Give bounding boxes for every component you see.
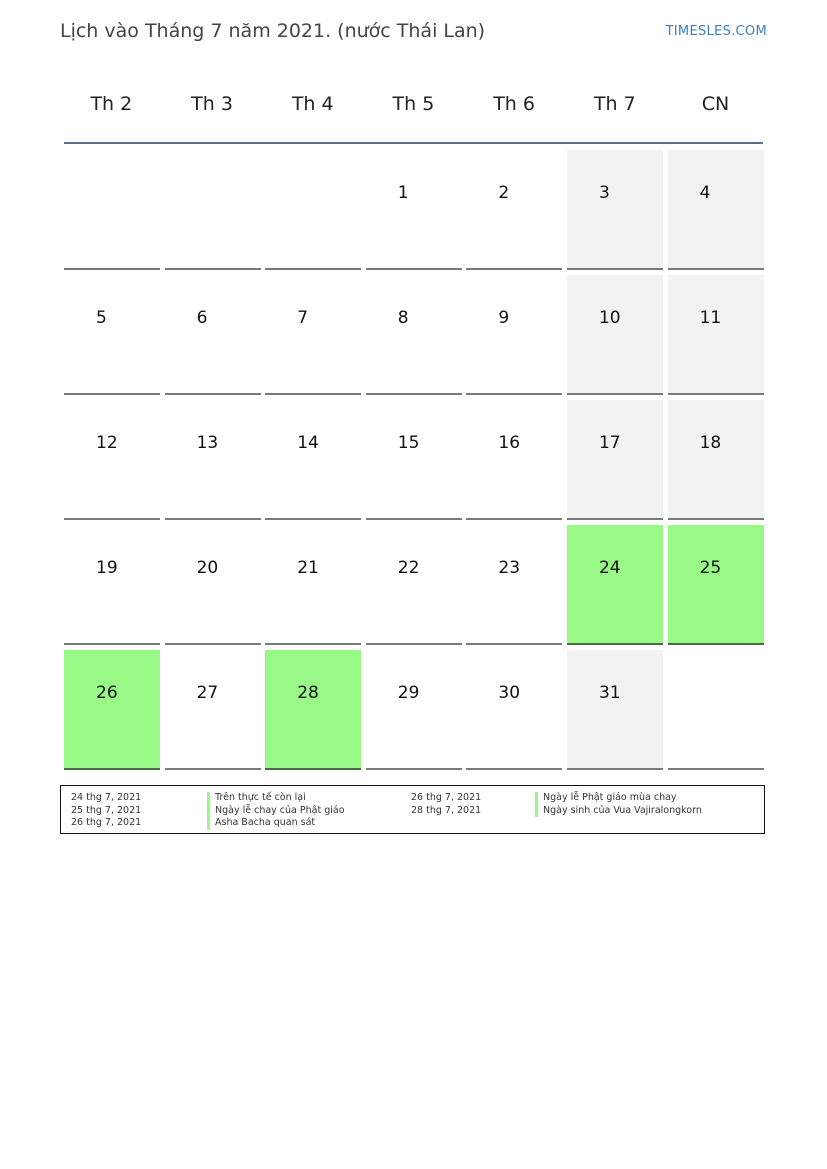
holiday-legend	[60, 785, 765, 834]
day-number: 2	[498, 183, 510, 203]
weekday-label: Th 5	[392, 93, 435, 115]
day-cell-19	[64, 525, 160, 645]
weekday-label: Th 4	[291, 93, 334, 115]
weekday-label: Th 6	[493, 93, 535, 115]
day-cell-29	[366, 650, 462, 770]
day-cell-26	[64, 650, 160, 770]
day-cell-9	[466, 275, 562, 395]
day-cell-8	[366, 275, 462, 395]
day-cell-6	[165, 275, 261, 395]
day-cell-3	[567, 150, 663, 270]
day-number: 1	[397, 183, 409, 203]
day-number: 3	[598, 183, 610, 203]
day-number: 6	[196, 308, 208, 328]
day-cell-22	[366, 525, 462, 645]
day-number: 4	[699, 183, 711, 203]
weekday-label: Th 7	[593, 93, 636, 115]
day-cell-28	[265, 650, 361, 770]
legend-holiday-name: Trên thực tế còn lại	[207, 792, 345, 805]
legend-holiday-name: Asha Bacha quan sát	[207, 817, 345, 830]
empty-day-cell	[668, 650, 764, 770]
day-number: 16	[498, 433, 521, 453]
day-number: 29	[397, 683, 420, 703]
legend-holiday-name: Ngày sinh của Vua Vajiralongkorn	[535, 805, 702, 818]
weekday-label: Th 2	[90, 93, 133, 115]
brand-link[interactable]: TIMESLES.COM	[665, 24, 767, 39]
day-number: 21	[297, 558, 319, 578]
day-cell-11	[668, 275, 764, 395]
legend-date: 24 thg 7, 2021	[71, 792, 142, 803]
day-cell-5	[64, 275, 160, 395]
day-number: 7	[297, 308, 309, 328]
day-cell-13	[165, 400, 261, 520]
day-number: 28	[297, 683, 319, 703]
legend-holiday-name: Ngày lễ chay của Phật giáo	[207, 805, 345, 818]
legend-names-right	[535, 792, 702, 817]
calendar-grid	[64, 150, 764, 770]
weekday-label: CN	[701, 93, 730, 115]
day-cell-1	[366, 150, 462, 270]
day-cell-23	[466, 525, 562, 645]
weekday-header	[61, 88, 766, 120]
day-number: 26	[96, 683, 118, 703]
day-number: 5	[96, 308, 107, 328]
day-cell-7	[265, 275, 361, 395]
legend-dates-right	[411, 792, 481, 817]
day-cell-30	[466, 650, 562, 770]
day-number: 17	[598, 433, 621, 453]
day-number: 20	[196, 558, 219, 578]
header-divider	[64, 142, 763, 144]
legend-holiday-name: Ngày lễ Phật giáo mùa chay	[535, 792, 702, 805]
day-number: 22	[397, 558, 420, 578]
day-number: 23	[498, 558, 521, 578]
day-cell-18	[668, 400, 764, 520]
day-cell-4	[668, 150, 764, 270]
day-number: 15	[397, 433, 420, 453]
day-number: 14	[297, 433, 319, 453]
day-cell-25	[668, 525, 764, 645]
weekday-label: Th 3	[191, 93, 233, 115]
day-number: 25	[699, 558, 722, 578]
legend-dates-left	[71, 792, 141, 830]
day-cell-14	[265, 400, 361, 520]
day-number: 12	[96, 433, 118, 453]
day-number: 19	[96, 558, 118, 578]
day-cell-17	[567, 400, 663, 520]
day-cell-21	[265, 525, 361, 645]
day-cell-24	[567, 525, 663, 645]
day-number: 27	[196, 683, 219, 703]
legend-date: 26 thg 7, 2021	[411, 792, 482, 803]
day-number: 18	[699, 433, 722, 453]
legend-date: 26 thg 7, 2021	[71, 817, 142, 828]
empty-day-cell	[165, 150, 261, 270]
empty-day-cell	[265, 150, 361, 270]
day-cell-31	[567, 650, 663, 770]
day-number: 31	[598, 683, 621, 703]
day-cell-2	[466, 150, 562, 270]
day-number: 13	[196, 433, 219, 453]
day-number: 9	[498, 308, 510, 328]
page-title: Lịch vào Tháng 7 năm 2021. (nước Thái Lan)	[60, 20, 486, 42]
legend-date: 28 thg 7, 2021	[411, 804, 482, 816]
day-number: 11	[699, 308, 722, 328]
legend-date: 25 thg 7, 2021	[71, 804, 142, 816]
day-number: 8	[397, 308, 409, 328]
day-number: 30	[498, 683, 521, 703]
day-number: 24	[598, 558, 621, 578]
empty-day-cell	[64, 150, 160, 270]
day-cell-27	[165, 650, 261, 770]
day-number: 10	[598, 308, 621, 328]
day-cell-12	[64, 400, 160, 520]
day-cell-20	[165, 525, 261, 645]
legend-names-left	[207, 792, 345, 830]
day-cell-15	[366, 400, 462, 520]
day-cell-16	[466, 400, 562, 520]
day-cell-10	[567, 275, 663, 395]
